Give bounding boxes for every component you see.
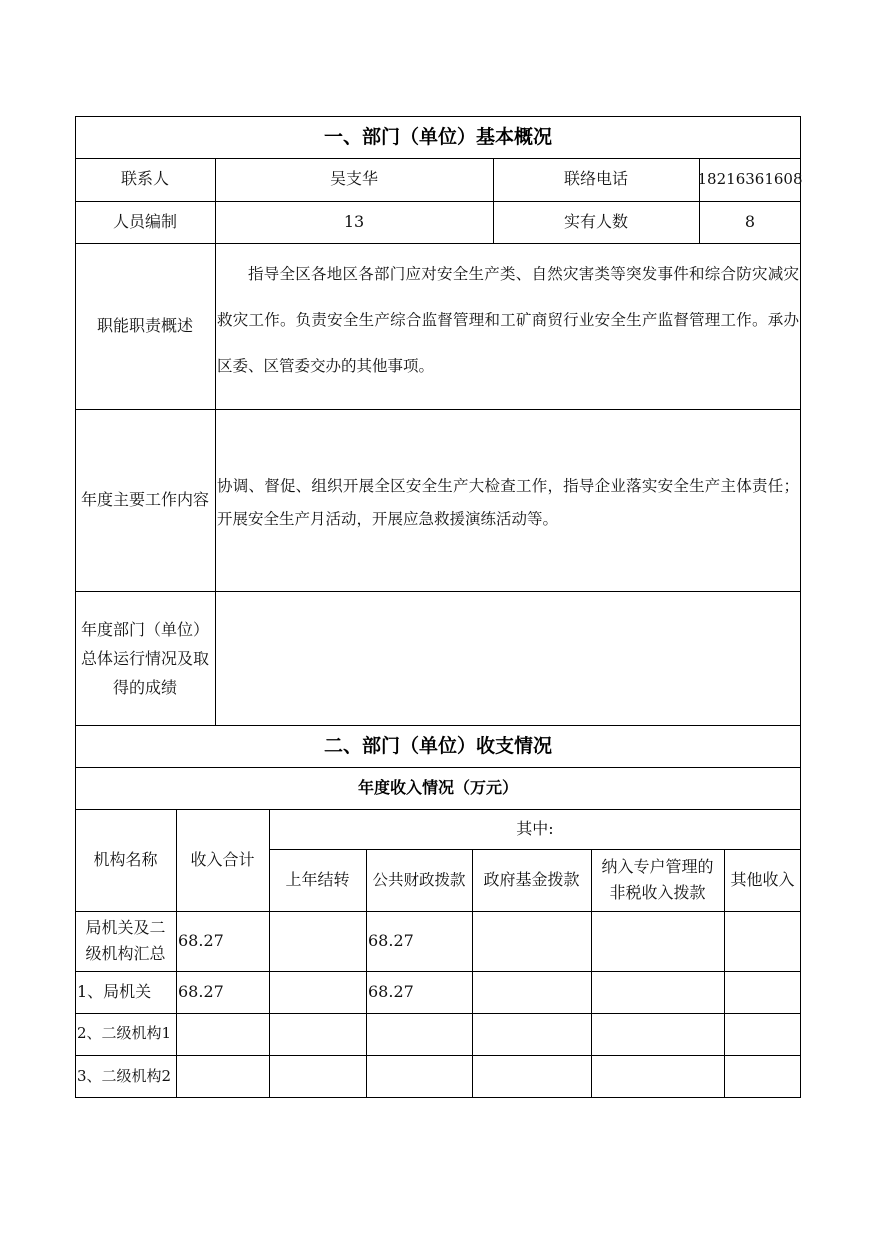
row-gov-fund [472,971,591,1013]
annual-results-label [75,591,215,725]
row-total: 68.27 [178,981,224,1001]
row-nontax [591,971,724,1013]
col-public-finance: 公共财政拨款 [372,870,466,889]
col-gov-fund: 政府基金拨款 [483,869,580,889]
actual-staff-label: 实有人数 [563,211,628,231]
row-nontax [591,1055,724,1098]
col-nontax-line: 非税收入拨款 [609,883,706,902]
row-gov-fund [472,1013,591,1055]
annual-results-label-line: 年度部门（单位） [80,619,209,639]
section2-title: 二、部门（单位）收支情况 [323,734,552,757]
row-public-finance: 68.27 [368,930,414,950]
row-carryover [269,971,366,1013]
row-name-line: 局机关及二 [85,918,166,937]
section1-title: 一、部门（单位）基本概况 [323,125,552,148]
col-carryover: 上年结转 [285,869,350,889]
annual-work-label: 年度主要工作内容 [80,489,209,509]
col-other: 其他收入 [730,869,795,889]
annual-results-label-line: 得的成绩 [112,677,177,697]
phone-value: 18216361608 [697,169,803,188]
staff-label: 人员编制 [112,211,177,231]
row-gov-fund [472,911,591,971]
row-total [176,1055,269,1098]
row-name: 1、局机关 [77,981,152,1001]
row-carryover [269,1055,366,1098]
row-total: 68.27 [178,930,224,950]
contact-value: 吴支华 [329,169,378,189]
annual-work-text: 协调、督促、组织开展全区安全生产大检查工作，指导企业落实安全生产主体责任；开展安全生产月活动，开展应急救援演练活动等。 [217,477,799,528]
col-total: 收入合计 [190,849,255,869]
staff-value: 13 [343,211,365,231]
col-of-which: 其中: [516,818,554,838]
col-nontax-line: 纳入专户管理的 [601,857,714,876]
actual-staff-value: 8 [744,211,756,231]
row-total [176,1013,269,1055]
income-title: 年度收入情况（万元） [357,777,518,797]
row-other [724,1055,801,1098]
row-carryover [269,911,366,971]
row-public-finance: 68.27 [368,981,414,1001]
row-public-finance [366,1013,472,1055]
row-other [724,1013,801,1055]
row-name-line: 级机构汇总 [85,944,166,963]
row-other [724,971,801,1013]
contact-label: 联系人 [120,169,169,189]
annual-results-label-line: 总体运行情况及取 [80,648,209,668]
duties-label: 职能职责概述 [96,315,193,335]
row-other [724,911,801,971]
row-name [75,911,176,971]
row-public-finance [366,1055,472,1098]
col-org-name: 机构名称 [93,849,158,869]
duties-text: 指导全区各地区各部门应对安全生产类、自然灾害类等突发事件和综合防灾减灾救灾工作。负责安全生产综合监督管理和工矿商贸行业安全生产监督管理工作。承办区委、区管委交办的其他事项。 [217,265,799,375]
row-nontax [591,1013,724,1055]
col-nontax [591,849,724,911]
row-carryover [269,1013,366,1055]
row-name: 2、二级机构1 [77,1024,172,1043]
row-name: 3、二级机构2 [77,1066,172,1085]
row-gov-fund [472,1055,591,1098]
row-nontax [591,911,724,971]
phone-label: 联络电话 [563,169,628,189]
rule [215,158,216,725]
